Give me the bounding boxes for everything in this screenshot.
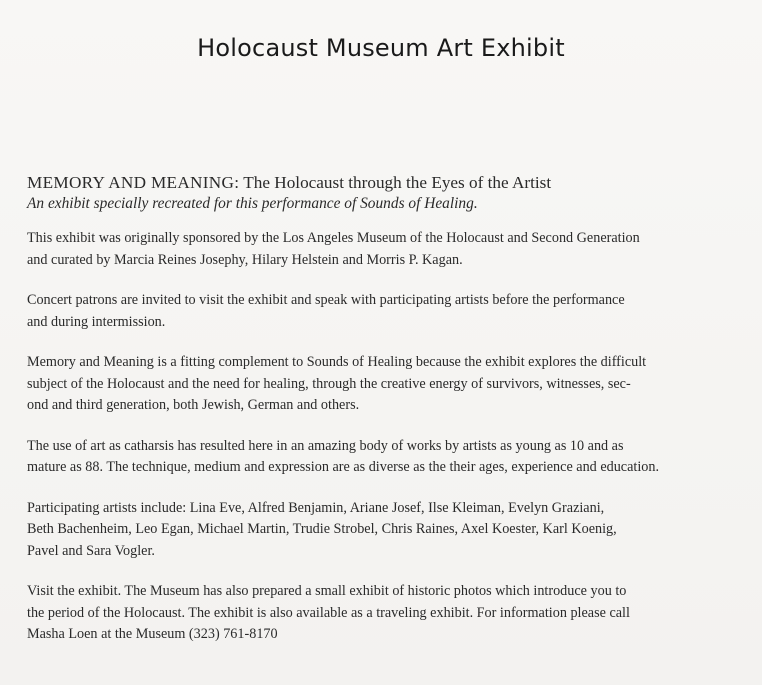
- text-line: Memory and Meaning is a fitting complement to Sounds of Healing because the exhibit explores the difficult: [27, 354, 647, 370]
- text-line: and curated by Marcia Reines Josephy, Hilary Helstein and Morris P. Kagan.: [27, 251, 463, 268]
- text-line: This exhibit was originally sponsored by the Los Angeles Museum of the Holocaust and Second Generation: [27, 230, 640, 246]
- text-line: Concert patrons are invited to visit the exhibit and speak with participating artists before the performance: [27, 292, 625, 308]
- paragraph-patrons: [27, 290, 752, 333]
- exhibit-heading-caps: MEMORY AND MEANING:: [27, 173, 240, 192]
- text-line: subject of the Holocaust and the need for healing, through the creative energy of survivors, witnesses, sec-: [27, 375, 631, 392]
- text-line: Masha Loen at the Museum (323) 761-8170: [27, 626, 278, 642]
- text-line: the period of the Holocaust. The exhibit is also available as a traveling exhibit. For information please call: [27, 604, 630, 621]
- text-line: Pavel and Sara Vogler.: [27, 542, 155, 559]
- text-line: and during intermission.: [27, 313, 166, 330]
- page-title: Holocaust Museum Art Exhibit: [197, 34, 565, 62]
- text-line: Beth Bachenheim, Leo Egan, Michael Martin, Trudie Strobel, Chris Raines, Axel Koester, Karl Koenig,: [27, 521, 617, 537]
- paragraph-visit: [27, 581, 752, 646]
- text-line: mature as 88. The technique, medium and expression are as diverse as the their ages, experience and education.: [27, 459, 660, 475]
- paragraph-artists: [27, 498, 752, 563]
- text-line: Visit the exhibit. The Museum has also prepared a small exhibit of historic photos which introduce you to: [27, 583, 627, 599]
- text-line: Participating artists include: Lina Eve, Alfred Benjamin, Ariane Josef, Ilse Kleiman, Evelyn Graziani,: [27, 499, 605, 516]
- exhibit-heading-rest: The Holocaust through the Eyes of the Artist: [239, 173, 552, 192]
- document-body: [27, 172, 752, 665]
- paragraph-sponsors: [27, 228, 752, 271]
- text-line: ond and third generation, both Jewish, German and others.: [27, 397, 360, 413]
- exhibit-subheading: An exhibit specially recreated for this performance of Sounds of Healing.: [27, 195, 478, 212]
- paragraph-complement: [27, 352, 752, 417]
- text-line: The use of art as catharsis has resulted here in an amazing body of works by artists as young as 10 and as: [27, 437, 624, 454]
- exhibit-heading: [27, 172, 752, 194]
- paragraph-catharsis: [27, 436, 752, 479]
